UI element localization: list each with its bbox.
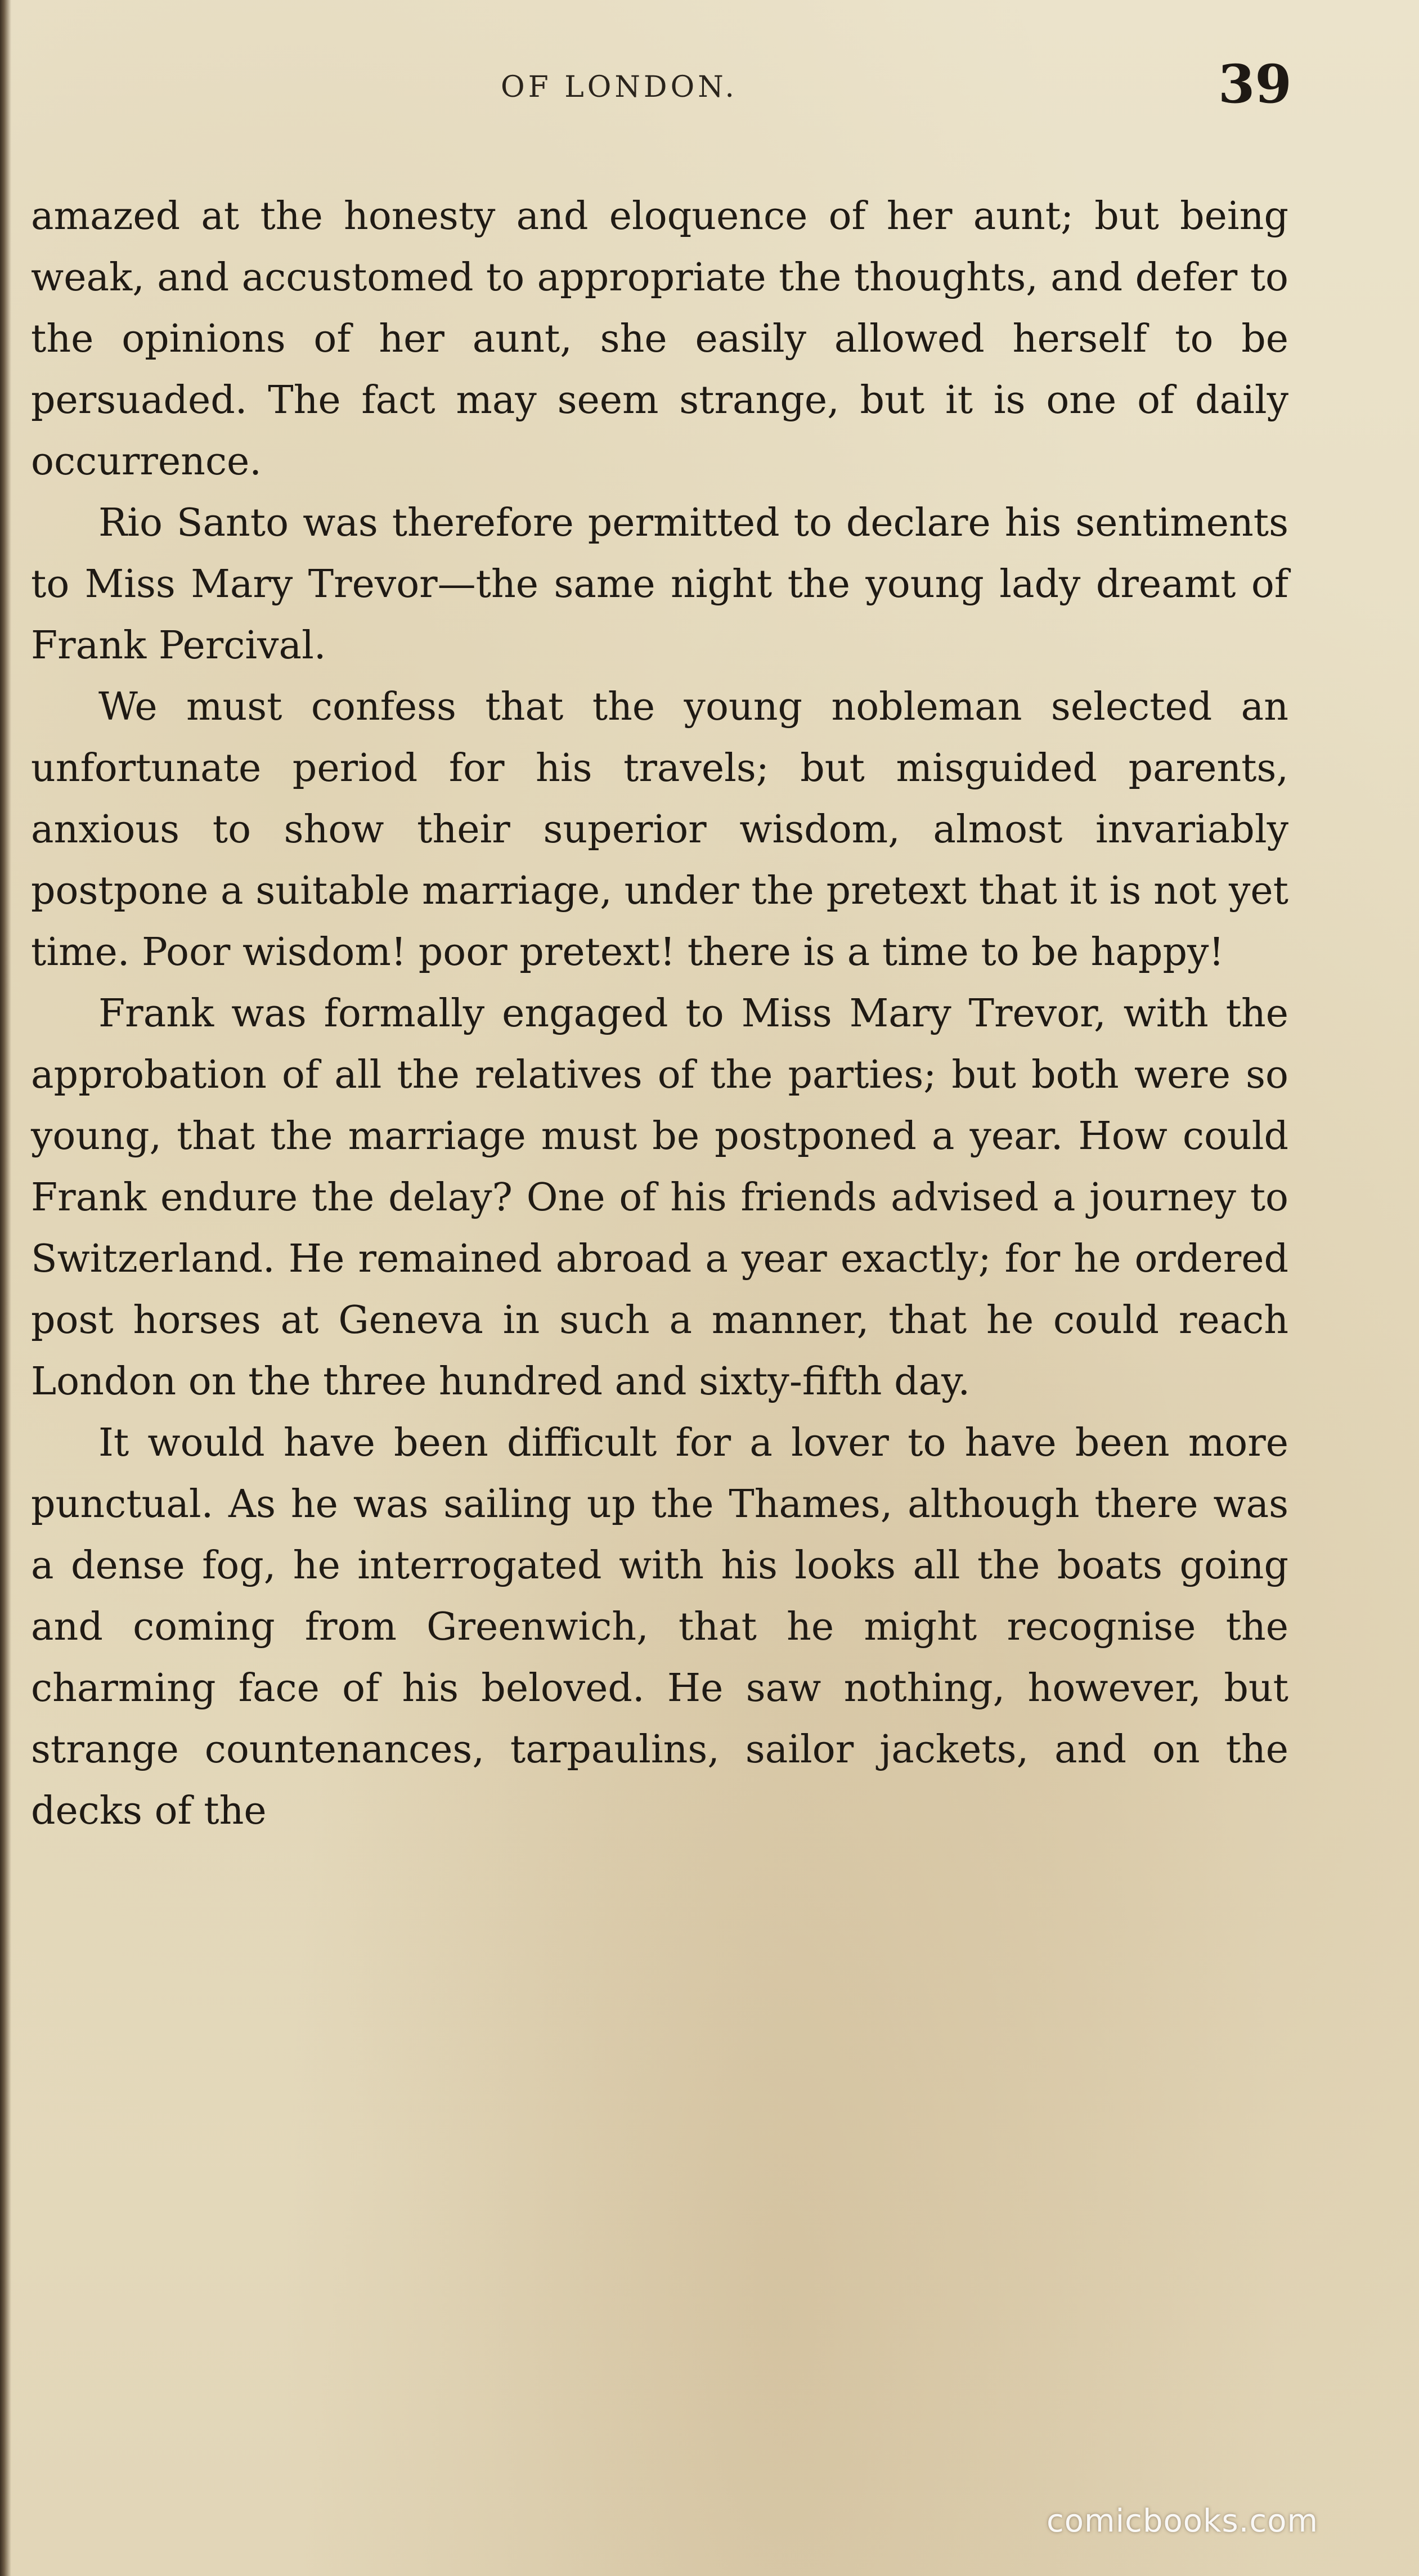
binding-edge: [0, 0, 11, 2576]
page-header: [0, 53, 1419, 115]
paragraph-3: We must confess that the young nobleman selected an unfortunate period for his travels; but misguided parents, anxious to show their superior wisdom, almost invariably postpone a suitable marriage, under the pretext that it is not yet time. Poor wisdom! poor pretext! there is a time to be happy!: [31, 685, 1288, 975]
paragraph-2: Rio Santo was therefore permitted to declare his sentiments to Miss Mary Trevor—the same night the young lady dreamt of Frank Percival.: [31, 501, 1288, 668]
paragraph-4: Frank was formally engaged to Miss Mary Trevor, with the approbation of all the relatives of the parties; but both were so young, that the marriage must be postponed a year. How could Frank endure the delay? One of his friends advised a journey to Switzerland. He remained abroad a year exactly; for he ordered post horses at Geneva in such a manner, that he could reach London on the three hundred and sixty-fifth day.: [31, 991, 1288, 1404]
page-number: 39: [1218, 53, 1292, 115]
body-text: [31, 186, 1288, 1842]
paragraph-5: It would have been difficult for a lover to have been more punctual. As he was sailing up the Thames, although there was a dense fog, he interrogated with his looks all the boats going and coming from Greenwich, that he might recognise the charming face of his beloved. He saw nothing, however, but strange countenances, tarpaulins, sailor jackets, and on the decks of the: [31, 1421, 1288, 1833]
source-watermark: comicbooks.com: [1047, 2503, 1319, 2539]
running-head: OF LONDON.: [501, 70, 738, 104]
paragraph-1: amazed at the honesty and eloquence of her aunt; but being weak, and accustomed to appropriate the thoughts, and defer to the opinions of her aunt, she easily allowed herself to be persuaded. The fact may seem strange, but it is one of daily occurrence.: [31, 194, 1288, 484]
